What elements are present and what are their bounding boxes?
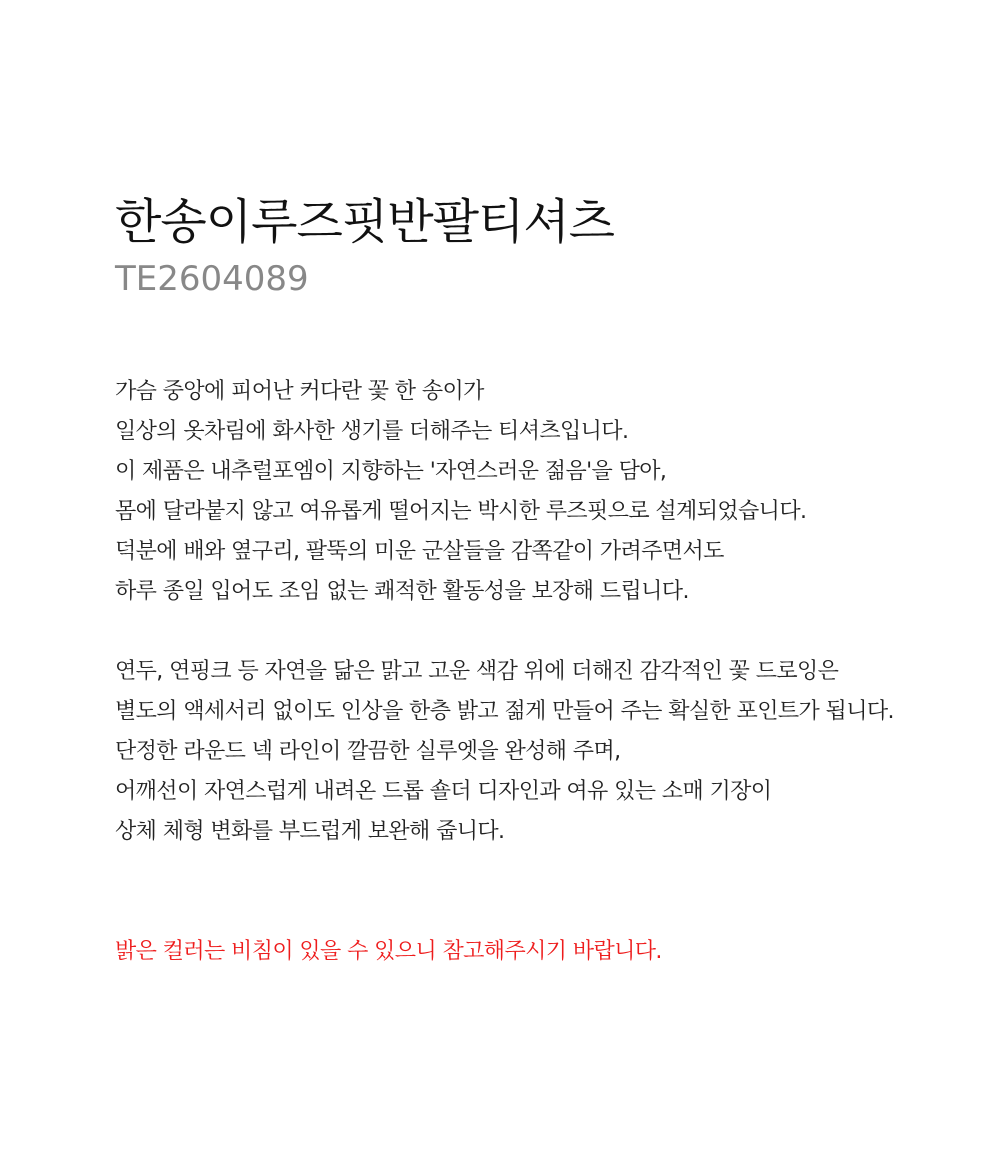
- description-line: 어깨선이 자연스럽게 내려온 드롭 숄더 디자인과 여유 있는 소매 기장이: [115, 779, 772, 804]
- product-code: TE2604089: [115, 259, 309, 299]
- description-line: 덕분에 배와 옆구리, 팔뚝의 미운 군살들을 감쪽같이 가려주면서도: [115, 539, 724, 564]
- description-line: 연두, 연핑크 등 자연을 닮은 맑고 고운 색감 위에 더해진 감각적인 꽃 드로잉은: [115, 659, 839, 684]
- description-line: 가슴 중앙에 피어난 커다란 꽃 한 송이가: [115, 379, 484, 404]
- description-line: 별도의 액세서리 없이도 인상을 한층 밝고 젊게 만들어 주는 확실한 포인트가 됩니다.: [115, 699, 894, 724]
- description-paragraph-1: [115, 372, 995, 612]
- description-line: 하루 종일 입어도 조임 없는 쾌적한 활동성을 보장해 드립니다.: [115, 579, 689, 604]
- description-line: 몸에 달라붙지 않고 여유롭게 떨어지는 박시한 루즈핏으로 설계되었습니다.: [115, 499, 807, 524]
- product-title: 한송이루즈핏반팔티셔츠: [115, 194, 615, 250]
- description-line: 이 제품은 내추럴포엠이 지향하는 '자연스러운 젊음'을 담아,: [115, 459, 667, 484]
- notice-text: 밝은 컬러는 비침이 있을 수 있으니 참고해주시기 바랍니다.: [115, 939, 662, 964]
- description-line: 일상의 옷차림에 화사한 생기를 더해주는 티셔츠입니다.: [115, 419, 629, 444]
- description-line: 상체 체형 변화를 부드럽게 보완해 줍니다.: [115, 819, 505, 844]
- description-paragraph-2: [115, 652, 995, 852]
- description-line: 단정한 라운드 넥 라인이 깔끔한 실루엣을 완성해 주며,: [115, 739, 621, 764]
